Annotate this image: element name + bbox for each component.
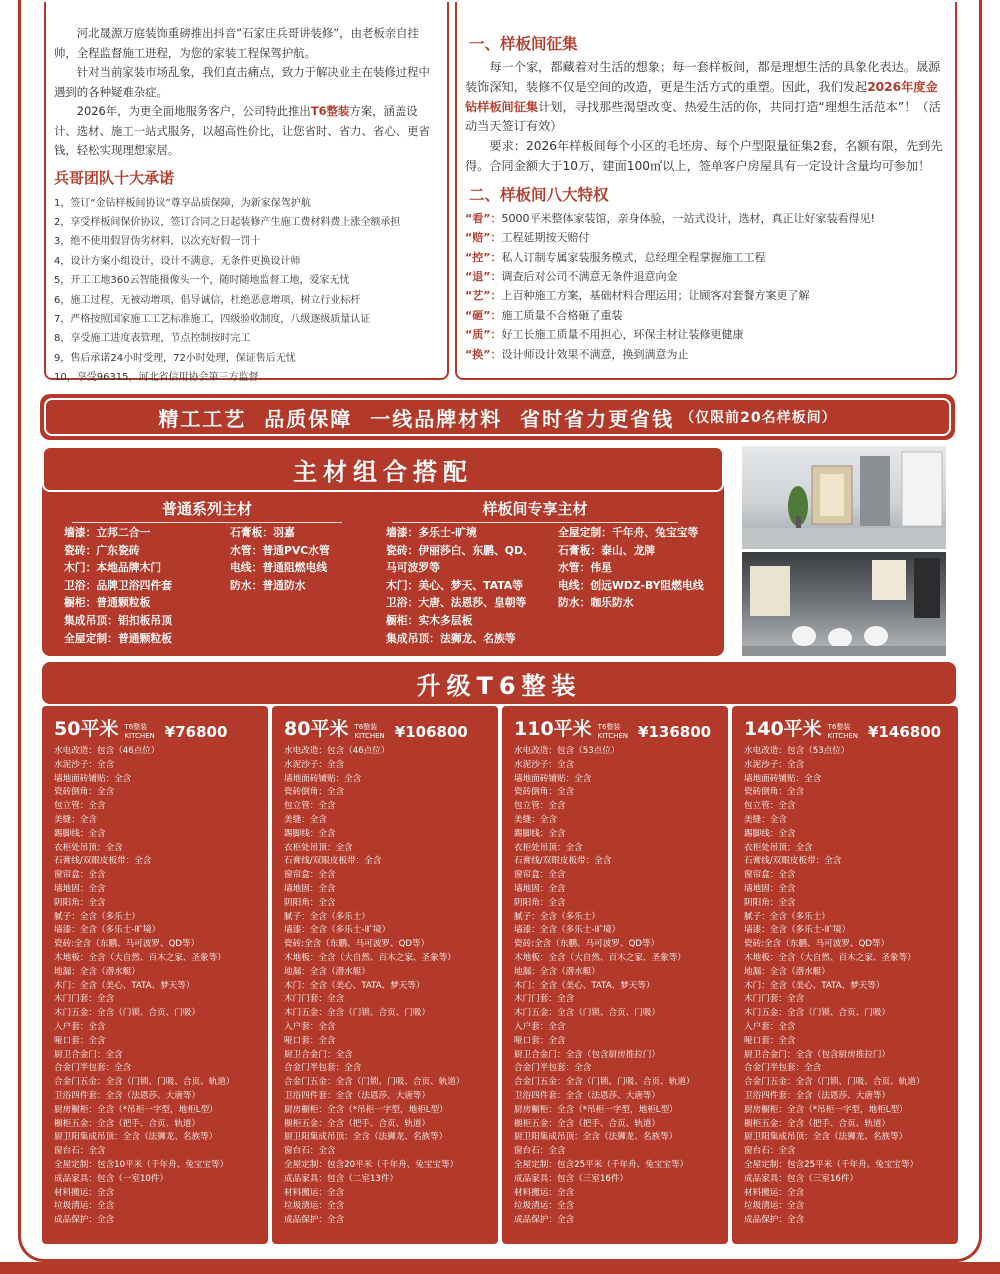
material-item: 瓷砖：伊丽莎白、东鹏、QD、 (386, 543, 534, 557)
package-item: 合金门五金：全含（门锁、门吸、合页、轨道） (514, 1077, 695, 1088)
package-item: 成品家具：包含（三室16件） (514, 1173, 629, 1184)
sample-paragraph-2: 要求：2026年样板间每个小区的毛坯房、每个户型限量征集2套，名额有限，先到先得。合同金额大于10万，建面100㎡以上，签单客户房屋具有一定设计含量均可参加！ (465, 139, 943, 173)
material-item: 全屋定制：普通颗粒板 (64, 631, 172, 645)
material-item: 电线：创远WDZ-BY阻燃电线 (558, 578, 704, 592)
package-item: 木门五金：全含（门锁、合页、门吸） (514, 1008, 661, 1019)
package-item: 水泥沙子：全含 (284, 759, 345, 770)
package-item: 哑口套：全含 (284, 1035, 336, 1046)
package-item: 垃圾清运：全含 (54, 1201, 115, 1212)
package-item: 踢脚线：全含 (54, 828, 106, 839)
package-item: 水泥沙子：全含 (514, 759, 575, 770)
package-item: 墙地固：全含 (514, 883, 566, 894)
package-tag (354, 723, 384, 741)
package-header (744, 714, 958, 741)
package-item: 厨房橱柜：全含（*吊柜一字型，地柜L型） (284, 1104, 448, 1115)
package-item: 材料搬运：全含 (284, 1187, 345, 1198)
package-item: 美缝：全含 (284, 814, 327, 825)
package-item: 墙地面砖铺贴：全含 (284, 773, 362, 784)
package-item: 入户套：全含 (744, 1021, 796, 1032)
material-item: 集成吊顶：法狮龙、名族等 (386, 631, 516, 645)
package-item: 腻子：全含（多乐士） (514, 911, 600, 922)
promise-item: 4，设计方案小组设计，设计不满意，无条件更换设计师 (54, 255, 301, 267)
privilege-key: “退”： (465, 270, 502, 283)
bottom-bar (0, 1262, 1000, 1274)
material-item: 电线：普通阻燃电线 (230, 561, 328, 575)
sample-title: 一、样板间征集 (469, 35, 578, 53)
package-item: 木门门套：全含 (284, 994, 345, 1005)
package-item: 橱柜五金：全含（把手、合页、轨道） (54, 1118, 201, 1129)
package-item: 垃圾清运：全含 (744, 1201, 805, 1212)
material-item: 木门：本地品牌木门 (64, 561, 162, 575)
package-item: 窗帘盒：全含 (514, 870, 566, 881)
package-items (744, 745, 958, 1228)
vip-materials-col1 (386, 524, 534, 647)
package-item: 木门五金：全含（门锁、合页、门吸） (54, 1008, 201, 1019)
privilege-key: “质”： (465, 328, 502, 342)
package-item: 厨卫合金门：全含（包含厨房推拉门） (514, 1049, 661, 1060)
package-item: 厨卫阳集成吊顶：全含（法狮龙、名族等） (744, 1132, 908, 1143)
package-item: 合金门五金：全含（门锁、门吸、合页、轨道） (284, 1077, 465, 1088)
package-item: 卫浴四件套：全含（法恩莎、大唐等） (54, 1090, 201, 1101)
package-item: 美缝：全含 (514, 814, 557, 825)
intro-p3-a: 2026年，为更全面地服务客户，公司特此推出 (76, 104, 311, 118)
package-item: 卫浴四件套：全含（法恩莎、大唐等） (744, 1090, 891, 1101)
package-tag-line1: T6整装 (354, 723, 378, 731)
package-price: ¥146800 (868, 723, 942, 741)
package-item: 厨卫合金门：全含（包含厨房推拉门） (744, 1049, 891, 1060)
privilege-text: 工程延期按天赔付 (501, 231, 590, 245)
package-item: 木地板：全含（大自然、百木之家、圣象等） (284, 952, 456, 963)
package-item: 包立管：全含 (54, 801, 106, 812)
package-item: 橱柜五金：全含（把手、合页、轨道） (284, 1118, 431, 1129)
package-area: 140平米 (744, 718, 822, 740)
promise-item: 10，享受96315，河北省信用协会第三方监督 (54, 372, 259, 384)
package-item: 水电改造：包含（53点位） (744, 746, 850, 756)
package-item: 橱柜五金：全含（把手、合页、轨道） (744, 1118, 891, 1129)
promise-item: 6，施工过程，无被动增项，倡导诚信，杜绝恶意增项，树立行业标杆 (54, 294, 361, 306)
material-item: 瓷砖：广东瓷砖 (64, 543, 140, 557)
normal-materials-title: 普通系列主材 (72, 498, 342, 523)
package-item: 成品家具：包含（一室10件） (54, 1173, 169, 1184)
package-item: 卫浴四件套：全含（法恩莎、大唐等） (284, 1090, 431, 1101)
package-items (284, 745, 498, 1228)
package-item: 入户套：全含 (284, 1021, 336, 1032)
showroom-photo-1-art (742, 446, 946, 549)
package-item: 厨卫阳集成吊顶：全含（法狮龙、名族等） (514, 1132, 678, 1143)
package-item: 瓷砖倒角：全含 (284, 787, 345, 798)
package-item: 水电改造：包含（53点位） (514, 746, 620, 756)
material-item: 防水：咖乐防水 (558, 596, 634, 610)
package-item: 木门：全含（美心、TATA、梦天等） (744, 980, 885, 991)
privilege-text: 设计师设计效果不满意，换到满意为止 (501, 347, 689, 361)
package-item: 腻子：全含（多乐士） (284, 911, 370, 922)
normal-materials-col1 (64, 524, 172, 647)
package-item: 成品家具：包含（三室16件） (744, 1173, 859, 1184)
package-item: 合金门五金：全含（门锁、门吸、合页、轨道） (744, 1077, 925, 1088)
promises-list (54, 194, 439, 388)
package-item: 阴阳角：全含 (744, 897, 796, 908)
privilege-text: 调查后对公司不满意无条件退意向金 (501, 270, 678, 283)
privilege-item (465, 248, 947, 267)
promises-title: 兵哥团队十大承诺 (54, 168, 175, 187)
package-item: 木门：全含（美心、TATA、梦天等） (284, 980, 425, 991)
material-item: 防水：普通防水 (230, 578, 306, 592)
intro-paragraph-1: 河北晟源万庭装饰重磅推出抖音“石家庄兵哥讲装修”，由老板亲自挂帅，全程监督施工进程，为您的家装工程保驾护航。 (54, 26, 419, 60)
package-item: 成品保护：全含 (514, 1215, 575, 1226)
package-item: 瓷砖:全含（东鹏、马可波罗、QD等） (54, 939, 200, 950)
package-item: 腻子：全含（多乐士） (744, 911, 830, 922)
package-item: 包立管：全含 (744, 801, 796, 812)
privilege-item (465, 306, 947, 325)
package-item: 墙地固：全含 (284, 883, 336, 894)
privilege-key: “控”： (465, 250, 502, 264)
package-item: 瓷砖:全含（东鹏、马可波罗、QD等） (514, 939, 660, 950)
package-item: 地漏：全含（潜水艇） (514, 966, 600, 977)
promise-item: 7，严格按照国家施工工艺标准施工，四级验收制度，八级逐级质量认证 (54, 313, 371, 325)
material-item: 水管：普通PVC水管 (230, 543, 330, 557)
package-tag (828, 723, 858, 741)
package-item: 厨卫阳集成吊顶：全含（法狮龙、名族等） (54, 1132, 218, 1143)
privilege-key: “换”： (465, 347, 502, 361)
promise-item: 8，享受施工进度表管理，节点控制按时完工 (54, 333, 251, 345)
material-item: 石膏板：羽嘉 (230, 526, 295, 539)
package-item: 厨房橱柜：全含（*吊柜一字型，地柜L型） (744, 1104, 908, 1115)
intro-p3-c: 方案，涵盖设计、选材、施工一站式服务，以超高性价比，让您省时、省力、省心、更省钱，轻松实现理想家居。 (54, 104, 430, 157)
package-items (54, 745, 268, 1228)
package-item: 全屋定制：包含25平米（千年舟、兔宝宝等） (514, 1159, 689, 1170)
showroom-photo-2-art (742, 552, 946, 656)
package-header (54, 714, 268, 741)
package-item: 墙地面砖铺贴：全含 (54, 773, 132, 784)
material-item: 橱柜：实木多层板 (386, 613, 473, 627)
privilege-text: 施工质量不合格砸了重装 (501, 308, 623, 322)
package-item: 瓷砖:全含（东鹏、马可波罗、QD等） (744, 939, 890, 950)
package-item: 地漏：全含（潜水艇） (54, 966, 140, 977)
package-item: 全屋定制：包含20平米（千年舟、兔宝宝等） (284, 1159, 459, 1170)
slogan-note: （仅限前20名样板间） (680, 410, 837, 426)
package-item: 瓷砖倒角：全含 (514, 787, 575, 798)
package-tag-line1: T6整装 (827, 723, 851, 731)
package-item: 窗台石：全含 (284, 1146, 336, 1157)
privilege-text: 私人订制专属家装服务模式，总经理全程掌握施工工程 (501, 250, 766, 264)
material-item: 石膏板：泰山、龙牌 (558, 543, 656, 557)
privilege-key: “赔”： (465, 231, 502, 245)
package-item: 水泥沙子：全含 (54, 759, 115, 770)
material-item: 卫浴：大唐、法恩莎、皇朝等 (386, 596, 527, 610)
privilege-item (465, 209, 947, 228)
materials-section (42, 446, 724, 656)
package-item: 墙漆：全含（多乐士-旷境） (514, 925, 621, 936)
package-item: 衣柜处吊顶：全含 (284, 842, 353, 853)
package-tag (124, 723, 154, 741)
intro-panel (44, 2, 449, 384)
package-item: 哑口套：全含 (514, 1035, 566, 1046)
package-item: 木门：全含（美心、TATA、梦天等） (514, 980, 655, 991)
intro-paragraph-2: 针对当前家装市场乱象，我们直击痛点，致力于解决业主在装修过程中遇到的各种疑难杂症。 (54, 65, 430, 99)
package-item: 垃圾清运：全含 (284, 1201, 345, 1212)
package-item: 水电改造：包含（46点位） (284, 746, 390, 756)
package-item: 合金门半包套：全含 (514, 1063, 592, 1074)
package-item: 合金门半包套：全含 (284, 1063, 362, 1074)
package-item: 木门五金：全含（门锁、合页、门吸） (284, 1008, 431, 1019)
package-card (732, 706, 958, 1244)
package-item: 窗台石：全含 (54, 1146, 106, 1157)
package-item: 卫浴四件套：全含（法恩莎、大唐等） (514, 1090, 661, 1101)
package-card (42, 706, 268, 1244)
promise-item: 2，享受样板间保价协议，签订合同之日起装修产生施工费材料费上涨全额承担 (54, 216, 401, 228)
package-price: ¥136800 (638, 723, 712, 741)
package-tag-line2: KITCHEN (827, 732, 859, 740)
package-item: 衣柜处吊顶：全含 (54, 842, 123, 853)
package-item: 材料搬运：全含 (514, 1187, 575, 1198)
package-area: 110平米 (514, 718, 592, 740)
package-item: 阴阳角：全含 (514, 897, 566, 908)
package-tag (598, 723, 628, 741)
package-item: 垃圾清运：全含 (514, 1201, 575, 1212)
package-item: 木地板：全含（大自然、百木之家、圣象等） (744, 952, 916, 963)
package-item: 全屋定制：包含25平米（千年舟、兔宝宝等） (744, 1159, 919, 1170)
privilege-key: “砸”： (465, 308, 502, 322)
package-item: 瓷砖倒角：全含 (744, 787, 805, 798)
package-item: 窗帘盒：全含 (284, 870, 336, 881)
package-item: 墙漆：全含（多乐士-旷境） (54, 925, 161, 936)
package-item: 包立管：全含 (284, 801, 336, 812)
package-area: 80平米 (284, 718, 349, 740)
package-item: 美缝：全含 (54, 814, 97, 825)
promise-item: 3，绝不使用假冒伪劣材料，以次充好假一罚十 (54, 236, 261, 248)
package-item: 全屋定制：包含10平米（千年舟、兔宝宝等） (54, 1159, 229, 1170)
package-item: 材料搬运：全含 (54, 1187, 115, 1198)
package-item: 墙漆：全含（多乐士-旷境） (284, 925, 391, 936)
material-item: 全屋定制：千年舟、兔宝宝等 (558, 526, 699, 539)
package-item: 木地板：全含（大自然、百木之家、圣象等） (54, 952, 226, 963)
slogan-banner-inner (44, 398, 951, 436)
privilege-item (465, 267, 947, 286)
package-item: 水泥沙子：全含 (744, 759, 805, 770)
material-item: 水管：伟星 (558, 561, 612, 575)
package-header (284, 714, 498, 741)
package-area: 50平米 (54, 718, 119, 740)
promise-item: 5，开工工地360云智能摄像头一个，随时随地监督工地，爱家无忧 (54, 275, 350, 287)
privilege-item (465, 325, 947, 344)
showroom-photo-2 (742, 552, 946, 656)
upgrade-title: 升级T6整装 (42, 662, 956, 704)
package-item: 阴阳角：全含 (54, 897, 106, 908)
package-item: 腻子：全含（多乐士） (54, 911, 140, 922)
package-item: 成品保护：全含 (744, 1215, 805, 1226)
package-tag-line1: T6整装 (597, 723, 621, 731)
package-item: 墙漆：全含（多乐士-旷境） (744, 925, 851, 936)
package-item: 木门门套：全含 (744, 994, 805, 1005)
privileges-title: 二、样板间八大特权 (469, 185, 609, 204)
intro-text (54, 24, 439, 161)
package-item: 踢脚线：全含 (284, 828, 336, 839)
material-item: 卫浴：品牌卫浴四件套 (64, 578, 172, 592)
privileges-list (465, 209, 947, 364)
package-item: 合金门半包套：全含 (744, 1063, 822, 1074)
package-item: 水电改造：包含（46点位） (54, 746, 160, 756)
package-item: 墙地面砖铺贴：全含 (744, 773, 822, 784)
package-tag-line2: KITCHEN (124, 732, 155, 740)
package-item: 瓷砖倒角：全含 (54, 787, 115, 798)
sample-p1-highlight: 2026年度金钻样板间征集 (465, 79, 938, 114)
package-item: 墙地固：全含 (54, 883, 106, 894)
privilege-item (465, 345, 947, 364)
package-item: 成品保护：全含 (54, 1215, 115, 1226)
package-item: 成品家具：包含（二室13件） (284, 1173, 399, 1184)
package-item: 木门门套：全含 (514, 994, 575, 1005)
material-item: 墙漆：多乐士-旷境 (386, 526, 477, 539)
privilege-key: “艺”： (465, 289, 502, 303)
material-item: 橱柜：普通颗粒板 (64, 596, 151, 610)
intro-p3-highlight: T6整装 (310, 104, 350, 118)
package-item: 地漏：全含（潜水艇） (744, 966, 830, 977)
package-item: 厨卫合金门：全含 (54, 1049, 123, 1060)
package-item: 厨房橱柜：全含（*吊柜一字型，地柜L型） (514, 1104, 678, 1115)
package-item: 石膏线/双眼皮板带：全含 (514, 856, 612, 867)
package-card (272, 706, 498, 1244)
package-item: 石膏线/双眼皮板带：全含 (284, 856, 382, 867)
package-item: 厨卫合金门：全含 (284, 1049, 353, 1060)
material-item: 墙漆：立邦二合一 (64, 526, 151, 539)
package-items (514, 745, 728, 1228)
promise-item: 9，售后承诺24小时受理，72小时处理，保证售后无忧 (54, 352, 296, 364)
package-item: 踢脚线：全含 (514, 828, 566, 839)
package-item: 合金门五金：全含（门锁、门吸、合页、轨道） (54, 1077, 235, 1088)
package-item: 木门门套：全含 (54, 994, 115, 1005)
package-item: 地漏：全含（潜水艇） (284, 966, 370, 977)
package-header (514, 714, 728, 741)
package-item: 哑口套：全含 (54, 1035, 106, 1046)
package-item: 成品保护：全含 (284, 1215, 345, 1226)
package-item: 美缝：全含 (744, 814, 787, 825)
package-item: 墙地固：全含 (744, 883, 796, 894)
package-item: 橱柜五金：全含（把手、合页、轨道） (514, 1118, 661, 1129)
privilege-item (465, 228, 947, 247)
package-item: 窗台石：全含 (514, 1146, 566, 1157)
privilege-text: 好工长施工质量不用担心，环保主材让装修更健康 (501, 328, 744, 342)
package-item: 窗帘盒：全含 (54, 870, 106, 881)
package-item: 窗帘盒：全含 (744, 870, 796, 881)
sample-panel (455, 2, 957, 380)
package-item: 哑口套：全含 (744, 1035, 796, 1046)
promise-item: 1，签订“金钻样板间协议”尊享品质保障，为新家保驾护航 (54, 197, 311, 209)
package-tag-line2: KITCHEN (354, 732, 385, 740)
package-item: 包立管：全含 (514, 801, 566, 812)
sample-p1-c: 计划，寻找那些渴望改变、热爱生活的你，共同打造“理想生活范本”！（活动当天签订有效） (465, 99, 941, 134)
package-item: 入户套：全含 (514, 1021, 566, 1032)
showroom-photo-1 (742, 446, 946, 549)
sample-p1-a: 每一个家，都藏着对生活的想象；每一套样板间，都是理想生活的具象化表达。晟源装饰深知，装修不仅是空间的改造，更是生活方式的重塑。因此，我们发起 (465, 60, 941, 94)
package-item: 入户套：全含 (54, 1021, 106, 1032)
package-card (502, 706, 728, 1244)
privilege-key: “看”： (465, 211, 502, 225)
material-item: 马可波罗等 (386, 561, 440, 575)
package-price: ¥106800 (394, 723, 468, 741)
package-item: 木门：全含（美心、TATA、梦天等） (54, 980, 195, 991)
package-item: 合金门半包套：全含 (54, 1063, 132, 1074)
package-item: 窗台石：全含 (744, 1146, 796, 1157)
material-item: 木门：美心、梦天、TATA等 (386, 578, 523, 592)
package-item: 瓷砖:全含（东鹏、马可波罗、QD等） (284, 939, 430, 950)
intro-paragraph-3 (54, 102, 439, 161)
package-item: 衣柜处吊顶：全含 (514, 842, 583, 853)
slogan-banner (40, 394, 955, 440)
package-item: 材料搬运：全含 (744, 1187, 805, 1198)
package-item: 石膏线/双眼皮板带：全含 (54, 856, 152, 867)
privilege-text: 5000平米整体家装馆，亲身体验，一站式设计，选材，真正让好家装看得见! (501, 211, 875, 225)
package-item: 木地板：全含（大自然、百木之家、圣象等） (514, 952, 686, 963)
privilege-text: 上百种施工方案，基础材料合理运用；让顾客对套餐方案更了解 (501, 289, 810, 303)
package-item: 石膏线/双眼皮板带：全含 (744, 856, 842, 867)
slogan-text: 精工工艺 品质保障 一线品牌材料 省时省力更省钱 (158, 406, 675, 431)
package-item: 厨房橱柜：全含（*吊柜一字型，地柜L型） (54, 1104, 218, 1115)
package-price: ¥76800 (164, 723, 228, 741)
package-tag-line1: T6整装 (124, 723, 148, 731)
package-item: 厨卫阳集成吊顶：全含（法狮龙、名族等） (284, 1132, 448, 1143)
normal-materials-col2 (230, 524, 330, 594)
package-item: 木门五金：全含（门锁、合页、门吸） (744, 1008, 891, 1019)
materials-title: 主材组合搭配 (42, 446, 724, 492)
sample-paragraph-1 (465, 58, 947, 137)
material-item: 集成吊顶：铝扣板吊顶 (64, 613, 172, 627)
vip-materials-col2 (558, 524, 704, 612)
package-tag-line2: KITCHEN (597, 732, 629, 740)
package-item: 墙地面砖铺贴：全含 (514, 773, 592, 784)
vip-materials-title: 样板间专享主材 (392, 498, 678, 523)
package-item: 衣柜处吊顶：全含 (744, 842, 813, 853)
privilege-item (465, 286, 947, 305)
package-item: 踢脚线：全含 (744, 828, 796, 839)
package-item: 阴阳角：全含 (284, 897, 336, 908)
